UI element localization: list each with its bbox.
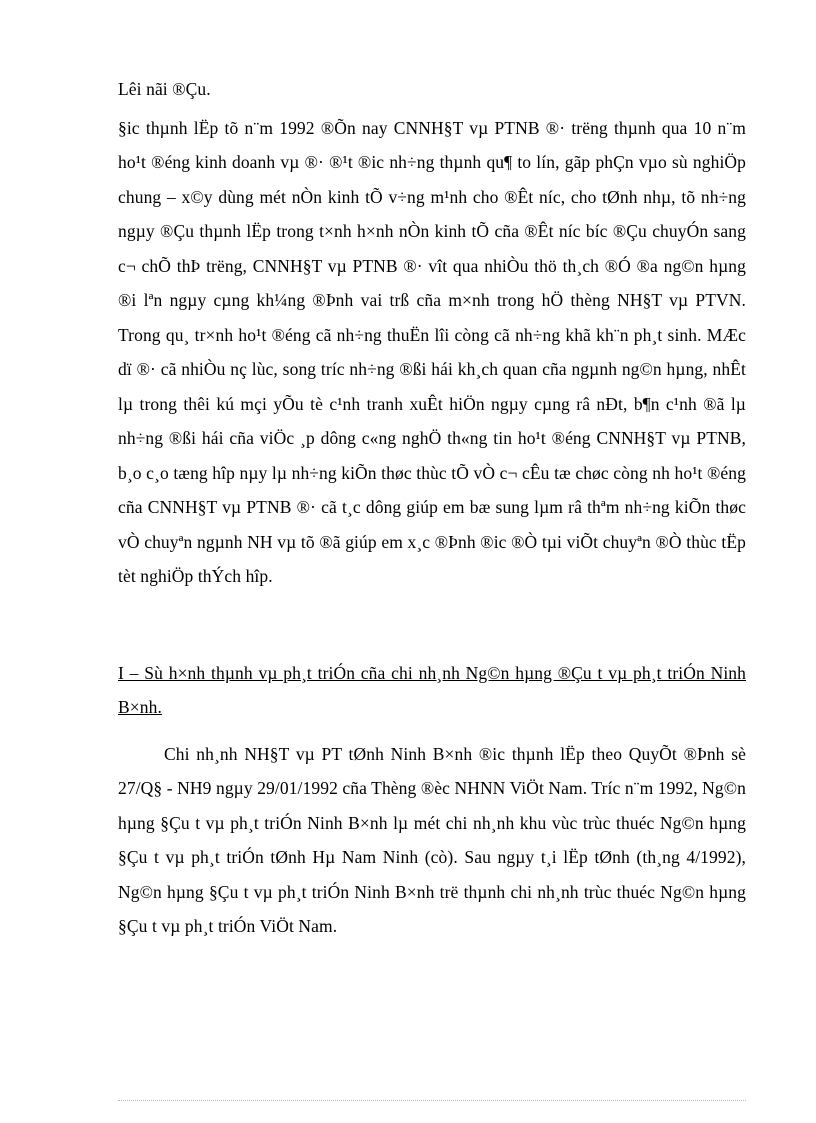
document-title-line: Lêi nãi ®Çu. bbox=[118, 79, 211, 99]
section-heading: I – Sù h×nh thµnh vµ ph¸t triÓn cña chi nh¸nh Ng©n hµng ®Çu t vµ ph¸t triÓn Ninh B×nh. bbox=[118, 662, 746, 717]
intro-paragraph: §ic thµnh lËp tõ n¨m 1992 ®Õn nay CNNH§T vµ PTNB ®· trëng thµnh qua 10 n¨m ho¹t ®éng kinh doanh vµ ®· ®¹t ®ic nh÷ng thµnh qu¶ to lín, gãp phÇn vµo sù nghiÖp chung – x©y dùng mét nÒn kinh tÕ v÷ng m¹nh cho ®Êt níc, cho tØnh nhµ, tõ nh÷ng ngµy ®Çu thµnh lËp trong t×nh h×nh nÒn kinh tÕ cña ®Êt níc bíc ®Çu chuyÓn sang c¬ chÕ thÞ trëng, CNNH§T vµ PTNB ®· vît qua nhiÒu thö th¸ch ®Ó ®a ng©n hµng ®i lªn ngµy cµng kh¼ng ®Þnh vai trß cña m×nh trong hÖ thèng NH§T vµ PTVN. Trong qu¸ tr×nh ho¹t ®éng cã nh÷ng thuËn lîi còng cã nh÷ng khã kh¨n ph¸t sinh. MÆc dï ®· cã nhiÒu nç lùc, song tríc nh÷ng ®ßi hái kh¸ch quan cña ngµnh ng©n hµng, nhÊt lµ trong thêi kú mçi yÕu tè c¹nh tranh xuÊt hiÖn ngµy cµng râ nÐt, b¶n c¹nh ®ã lµ nh÷ng ®ßi hái cña viÖc ¸p dông c«ng nghÖ th«ng tin ho¹t ®éng CNNH§T vµ PTNB, b¸o c¸o tæng hîp nµy lµ nh÷ng kiÕn thøc thùc tÕ vÒ c¬ cÊu tæ chøc còng nh ho¹t ®éng cña CNNH§T vµ PTNB ®· cã t¸c dông giúp em bæ sung lµm râ thªm nh÷ng kiÕn thøc vÒ chuyªn ngµnh NH vµ tõ ®ã giúp em x¸c ®Þnh ®ic ®Ò tµi viÕt chuyªn ®Ò thùc tËp tèt nghiÖp thÝch hîp. bbox=[118, 117, 746, 586]
footer-divider bbox=[118, 1100, 746, 1101]
section-paragraph: Chi nh¸nh NH§T vµ PT tØnh Ninh B×nh ®ic thµnh lËp theo QuyÕt ®Þnh sè 27/Q§ - NH9 ngµy 29/01/1992 cña Thèng ®èc NHNN ViÖt Nam. Tríc n¨m 1992, Ng©n hµng §Çu t vµ ph¸t triÓn Ninh B×nh lµ mét chi nh¸nh khu vùc trùc thuéc Ng©n hµng §Çu t vµ ph¸t triÓn tØnh Hµ Nam Ninh (cò). Sau ngµy t¸i lËp tØnh (th¸ng 4/1992), Ng©n hµng §Çu t vµ ph¸t triÓn Ninh B×nh trë thµnh chi nh¸nh trùc thuéc Ng©n hµng §Çu t vµ ph¸t triÓn ViÖt Nam. bbox=[118, 743, 746, 936]
heading-gap bbox=[118, 725, 746, 737]
document-content bbox=[118, 72, 746, 944]
section-gap bbox=[118, 594, 746, 656]
